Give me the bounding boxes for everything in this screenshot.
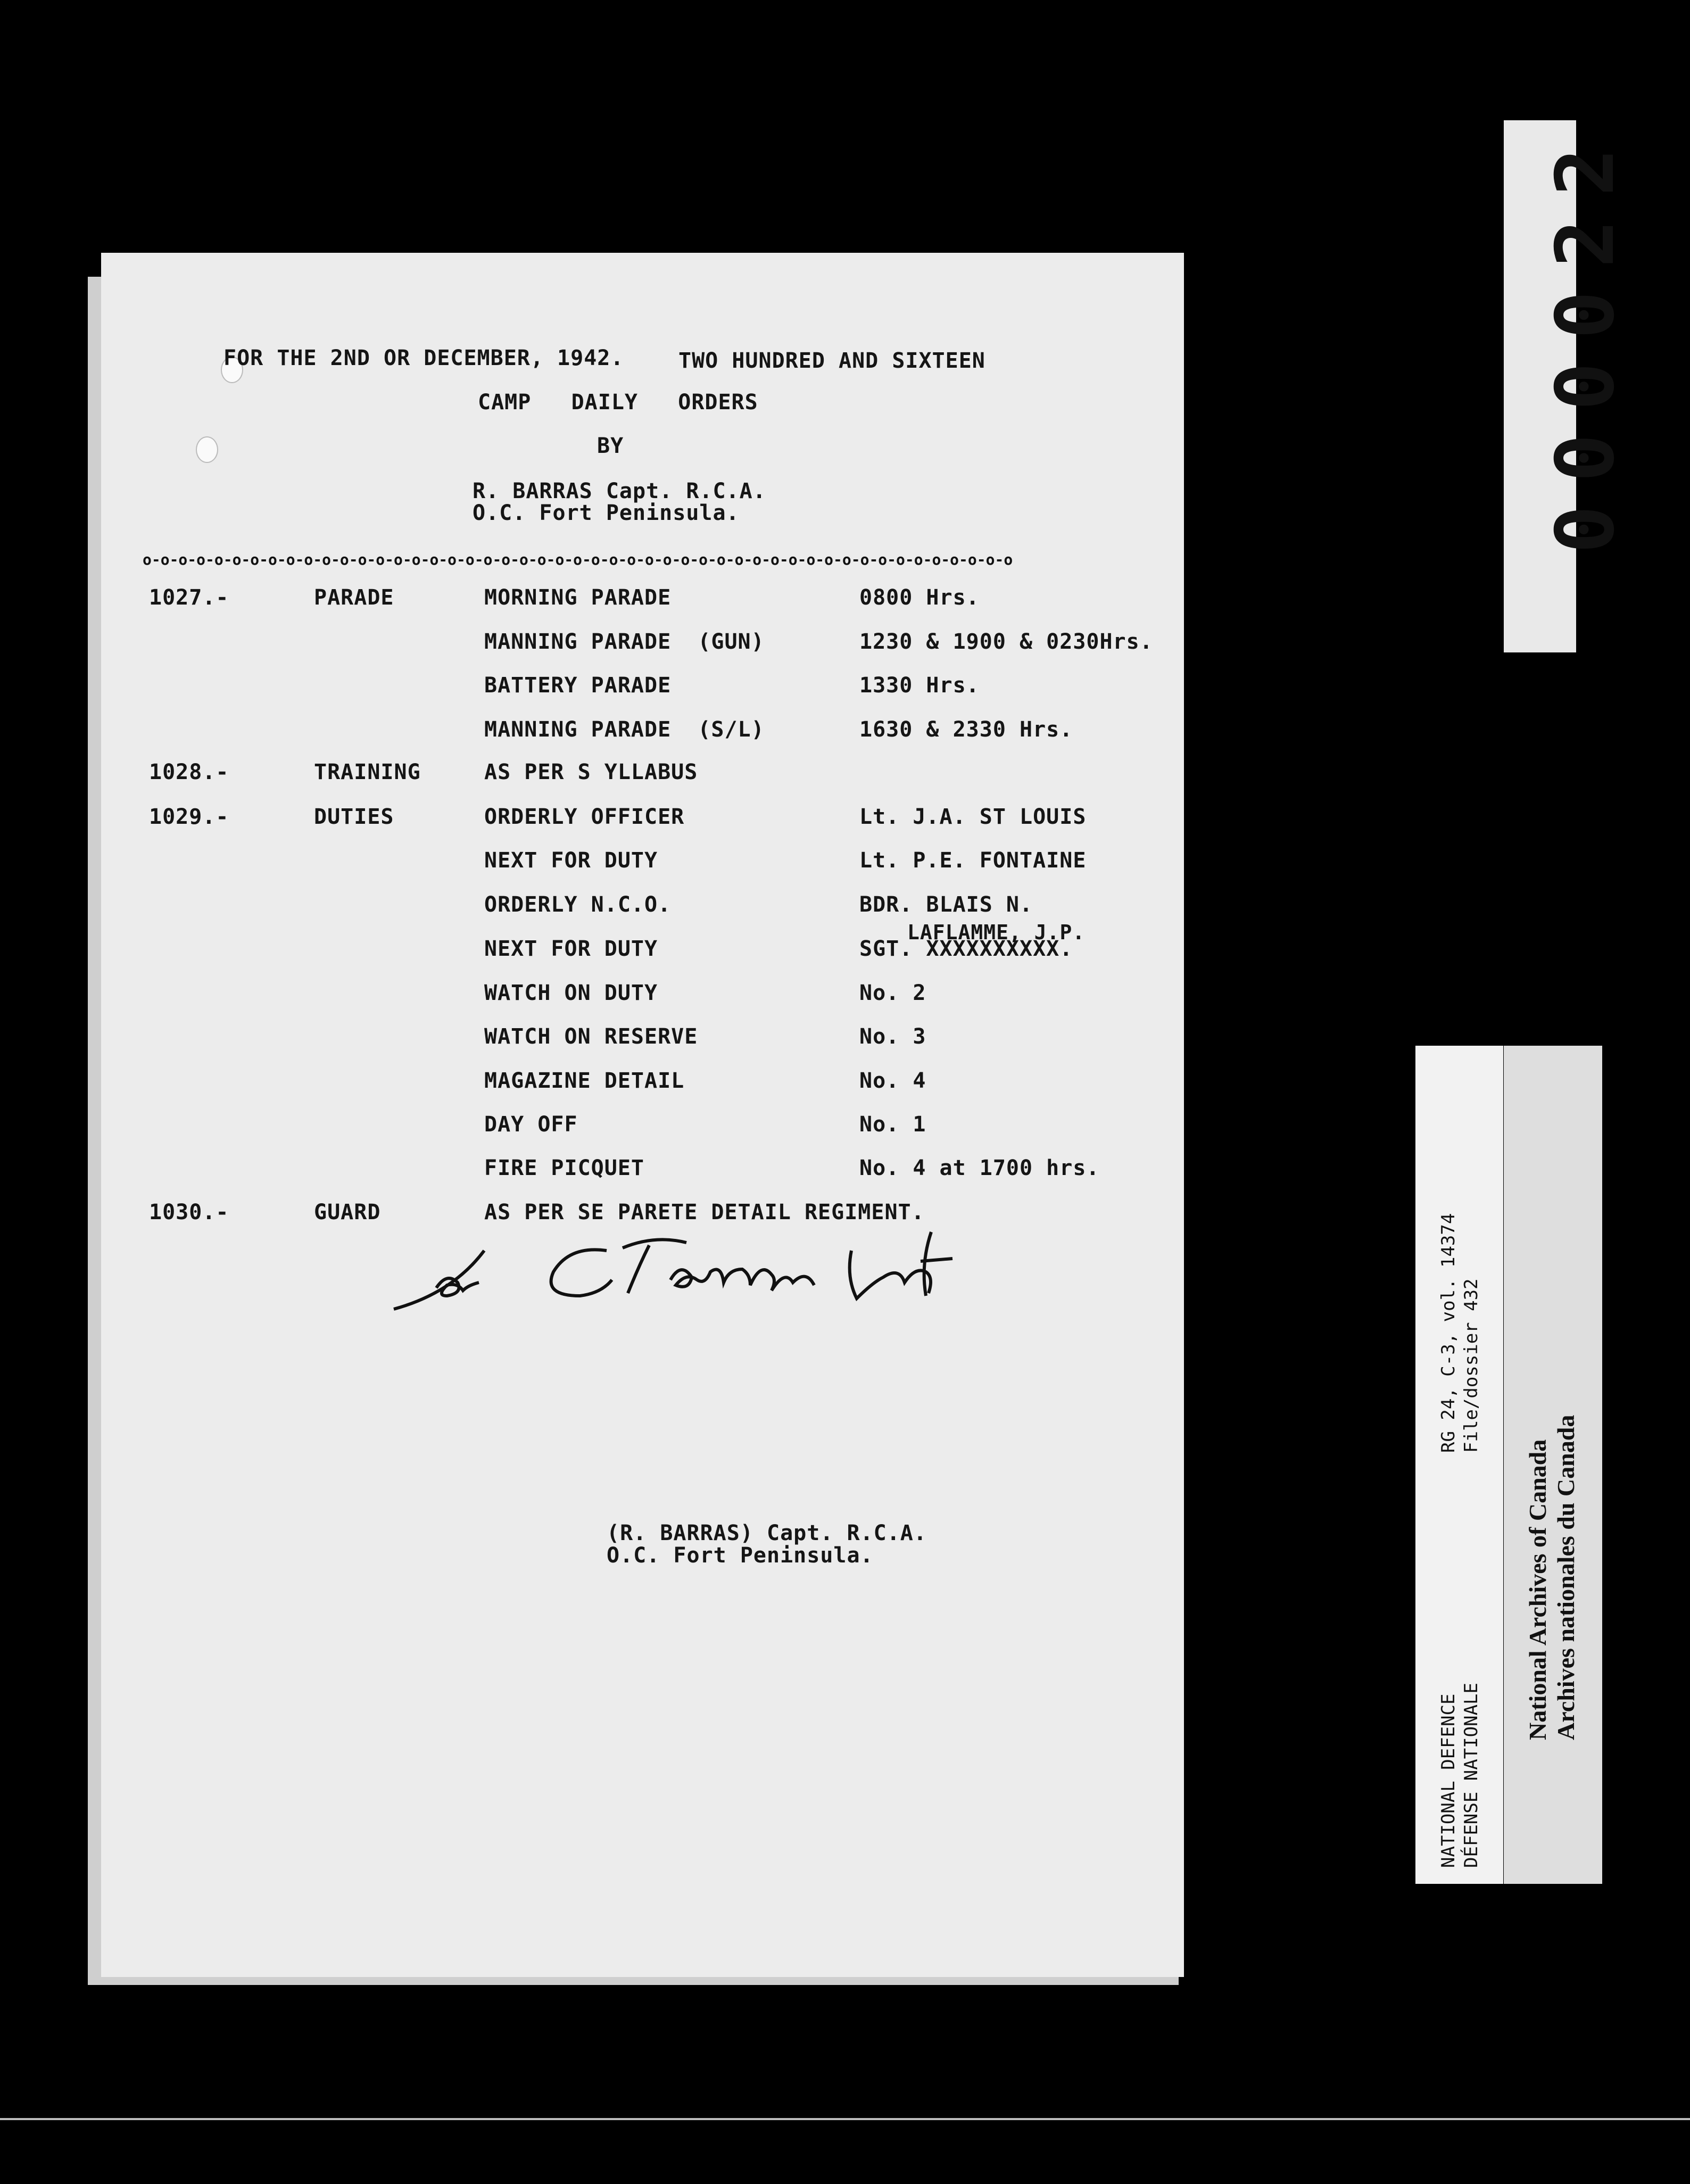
order-row [101, 892, 1184, 924]
order-row [101, 805, 1184, 837]
order-row [101, 760, 1184, 792]
scan-baseline [0, 2118, 1690, 2120]
order-value: 0800 Hrs. [859, 585, 980, 610]
header-unit: O.C. Fort Peninsula. [473, 501, 740, 525]
order-row [101, 673, 1184, 705]
order-item: MAGAZINE DETAIL [484, 1069, 685, 1093]
order-value: No. 3 [859, 1024, 926, 1049]
order-item: BATTERY PARADE [484, 673, 672, 698]
order-item: NEXT FOR DUTY [484, 937, 658, 961]
signature-unit: O.C. Fort Peninsula. [607, 1543, 874, 1568]
header-author: R. BARRAS Capt. R.C.A. [473, 479, 766, 503]
orders-table [101, 0, 1184, 2184]
archive-reference-line2: File/dossier 432 [1461, 1278, 1482, 1453]
order-value: 1330 Hrs. [859, 673, 980, 698]
order-value: 1230 & 1900 & 0230Hrs. [859, 630, 1153, 654]
order-item: MANNING PARADE (GUN) [484, 630, 765, 654]
interlinear-correction: LAFLAMME, J.P. [907, 921, 1086, 944]
order-item: FIRE PICQUET [484, 1156, 644, 1180]
order-category: PARADE [314, 585, 394, 610]
order-item: DAY OFF [484, 1112, 578, 1137]
order-item: ORDERLY OFFICER [484, 805, 685, 829]
order-value: No. 2 [859, 981, 926, 1005]
order-item: WATCH ON DUTY [484, 981, 658, 1005]
separator-line: o-o-o-o-o-o-o-o-o-o-o-o-o-o-o-o-o-o-o-o-o-o-o-o-o-o-o-o-o-o-o-o-o-o-o-o-o-o-o-o-o-o-o-o-o-o-o-o-o [143, 551, 1013, 568]
order-number-words: TWO HUNDRED AND SIXTEEN [678, 349, 985, 373]
order-row [101, 981, 1184, 1013]
archives-french: Archives nationales du Canada [1552, 1414, 1579, 1740]
signature-name: (R. BARRAS) Capt. R.C.A. [607, 1521, 927, 1545]
order-value: No. 4 at 1700 hrs. [859, 1156, 1100, 1180]
order-row [101, 1112, 1184, 1144]
order-item: MORNING PARADE [484, 585, 672, 610]
archives-english: National Archives of Canada [1524, 1439, 1551, 1740]
handwritten-signature [372, 1229, 1011, 1314]
order-row [101, 717, 1184, 749]
order-value: No. 4 [859, 1069, 926, 1093]
order-category: TRAINING [314, 760, 421, 784]
archive-reference-line1: RG 24, C-3, vol. 14374 [1438, 1213, 1459, 1453]
order-row [101, 1024, 1184, 1056]
order-row [101, 630, 1184, 661]
order-category: DUTIES [314, 805, 394, 829]
order-value: 1630 & 2330 Hrs. [859, 717, 1073, 742]
header-date: FOR THE 2ND OR DECEMBER, 1942. [223, 346, 624, 370]
department-line1: NATIONAL DEFENCE [1438, 1693, 1459, 1868]
order-value: BDR. BLAIS N. [859, 892, 1033, 917]
order-row [101, 1200, 1184, 1232]
order-category: GUARD [314, 1200, 381, 1225]
order-value: No. 1 [859, 1112, 926, 1137]
order-row [101, 1069, 1184, 1101]
order-number: 1028.- [149, 760, 229, 784]
header-by: BY [597, 434, 624, 458]
order-row [101, 848, 1184, 880]
order-row [101, 1156, 1184, 1188]
archive-label [1415, 1046, 1503, 1884]
department-line2: DÉFENSE NATIONALE [1461, 1683, 1482, 1868]
order-item: ORDERLY N.C.O. [484, 892, 672, 917]
order-number: 1029.- [149, 805, 229, 829]
page-title: CAMP DAILY ORDERS [478, 390, 758, 415]
order-item: MANNING PARADE (S/L) [484, 717, 765, 742]
order-number: 1030.- [149, 1200, 229, 1225]
order-number: 1027.- [149, 585, 229, 610]
order-value: SGT. XXXXXXXXXX. [859, 937, 1073, 961]
frame-number: 000022 [1539, 125, 1632, 553]
order-value: Lt. P.E. FONTAINE [859, 848, 1087, 873]
order-row [101, 585, 1184, 617]
order-item: NEXT FOR DUTY [484, 848, 658, 873]
order-value: Lt. J.A. ST LOUIS [859, 805, 1087, 829]
order-item: WATCH ON RESERVE [484, 1024, 698, 1049]
order-item: AS PER S YLLABUS [484, 760, 698, 784]
order-item: AS PER SE PARETE DETAIL REGIMENT. [484, 1200, 925, 1225]
